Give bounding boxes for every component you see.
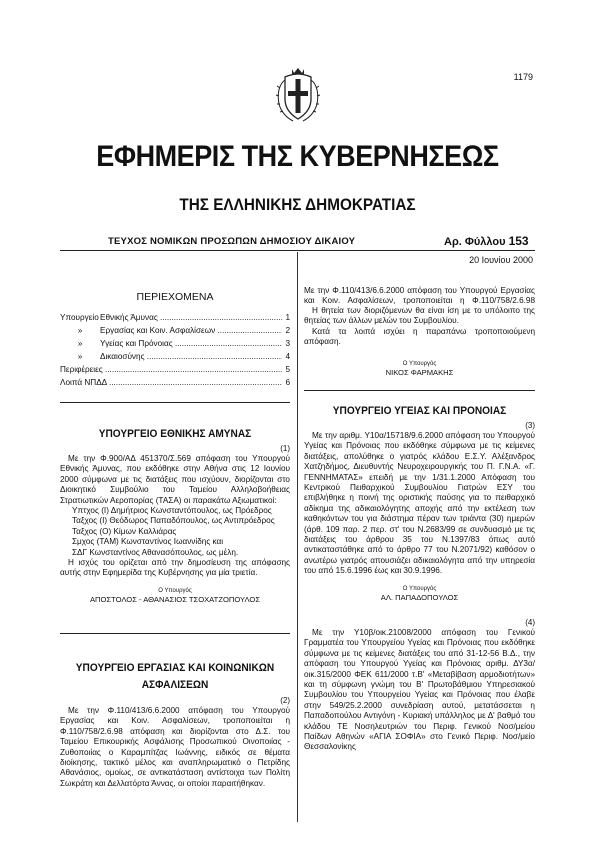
decision-number: (4) <box>525 618 535 627</box>
toc-entry: Λοιπά ΝΠΔΔ ..... <box>60 376 282 389</box>
section-labour <box>60 662 290 810</box>
signature-name: ΑΠΟΣΤΟΛΟΣ - ΑΘΑΝΑΣΙΟΣ ΤΣΟΧΑΤΖΟΠΟΥΛΟΣ <box>89 594 261 604</box>
section-rule <box>304 390 535 391</box>
paragraph: ΣΔΓ Κωνσταντίνος Αθανασόπουλος, ως μέλη. <box>72 547 239 557</box>
gazette-title: ΕΦΗΜΕΡΙΣ ΤΗΣ ΚΥΒΕΡΝΗΣΕΩΣ <box>96 140 499 173</box>
decision-number: (1) <box>280 444 290 453</box>
paragraph: Με την Φ.110/413/6.6.2000 απόφαση του Υπουργού Εργασίας και Κοιν. Ασφαλίσεων, τροποποιείται η Φ.110/758/2.6.98 απόφαση και διορίζονται στο Δ.Σ. του Ταμείου Επικουρικής Ασφάλισης Προσωπικού Οινοποιίας - Ζυθοποιίας ο Καραμπίτζας Ιωάννης, ειδικός σε θέματα διοίκησης, τακτικό μέλος και αναπληρωματικό ο Πετρίδης Αθανάσιος, ομοίως, σε αντικατάσταση αντίστοιχα των Πολίτη Σωκράτη και Δελλατόρτα Άννας, οι οποίοι παραιτήθηκαν. <box>60 706 290 788</box>
signature-role: Ο Υπουργός <box>402 360 437 367</box>
signature-name: ΑΛ. ΠΑΠΑΔΟΠΟΥΛΟΣ <box>380 592 459 602</box>
paragraph: Με την αριθμ. Υ10α/15718/9.6.2000 απόφαση του Υπουργού Υγείας και Πρόνοιας που εκδόθηκε σύμφωνα με τις κείμενες διατάξεις, απολύθηκε ο γιατρός κλάδου Ε.Σ.Υ. Αλέξανδρος Χατζηδήμος, Διευθυντής Νευροχειρουργικής του Π. Γ.Ν.Α. «Γ. ΓΕΝΝΗΜΑΤΑΣ» επειδή με την 1/31.1.2000 Απόφαση του Κεντρικού Πειθαρχικού Συμβουλίου Γιατρών ΕΣΥ του επιβλήθηκε η ποινή της οριστικής παύσης για το πειθαρχικό αδίκημα της αδικαιολόγητης αποχής από την εκτέλεση των καθηκόντων του για διάστημα πέραν των τριάντα (30) ημερών (άρθ. 109 παρ. 2 περ. στ' του Ν.2683/99 σε συνδυασμό με τις διατάξεις του άρθρου 35 του Ν.1397/83 όπως αυτό αντικαταστάθηκε από το άρθρο 77 του Ν.2071/92) καθόσον ο ανωτέρω γιατρός απουσιάζει αδικαιολόγητα από την υπηρεσία του από 15.6.1996 έως και 30.9.1996. <box>304 431 535 576</box>
decision-number: (2) <box>280 696 290 705</box>
paragraph: Ταξχος (Ι) Θεόδωρος Παπαδόπουλος, ως Αντιπρόεδρος <box>72 516 275 526</box>
toc-prefix: » <box>77 352 83 361</box>
signature-name: ΝΙΚΟΣ ΦΑΡΜΑΚΗΣ <box>385 367 454 377</box>
section-labour-continued <box>304 286 535 378</box>
toc-prefix: Υπουργείο <box>60 313 99 322</box>
toc-page: 5 <box>285 365 290 374</box>
toc-row[interactable] <box>60 311 290 324</box>
section-heading: ΥΠΟΥΡΓΕΙΟ ΥΓΕΙΑΣ ΚΑΙ ΠΡΟΝΟΙΑΣ <box>332 405 507 417</box>
paragraph: Κατά τα λοιπά ισχύει η παραπάνω τροποποιούμενη απόφαση. <box>304 326 535 347</box>
paragraph-continued: Με την Φ.110/413/6.6.2000 απόφαση του Υπουργού Εργασίας και Κοιν. Ασφαλίσεων, τροποποιείται η Φ.110/758/2.6.98 <box>304 286 535 306</box>
signature-role: Ο Υπουργός <box>158 587 192 594</box>
issue-date: 20 Ιουνίου 2000 <box>469 255 533 265</box>
toc-page: 2 <box>285 326 290 335</box>
paragraph: Με την Φ.900/ΑΔ 451370/Σ.569 απόφαση του Υπουργού Εθνικής Άμυνας, που εκδόθηκε στην Αθήνα στις 12 Ιουνίου 2000 σύμφωνα με τις διατάξεις που ισχύουν, διορίζονται στο Διοικητικό Συμβούλιο του Ταμείου Αλληλοβοήθειας Στρατιωτικών Αεροπορίας (ΤΑΣΑ) οι παρακάτω Αξιωματικοί: <box>60 454 290 505</box>
sheet-label-text: Αρ. Φύλλου <box>444 236 506 248</box>
toc-entry: Περιφέρειες ..... <box>60 363 282 376</box>
toc-prefix: » <box>77 326 83 335</box>
paragraph: Η ισχύς του ορίζεται από την δημοσίευση της απόφασης αυτής στην Εφημερίδα της Κυβέρνησης για μία τριετία. <box>60 558 290 578</box>
toc-entry: Εθνικής Άμυνας ..... <box>100 311 282 324</box>
toc-entry: Εργασίας και Κοιν. Ασφαλίσεων ..... <box>100 324 282 337</box>
section-heading-cont: ΑΣΦΑΛΙΣΕΩΝ <box>141 679 209 691</box>
section-defence <box>60 428 290 605</box>
section-rule <box>60 402 290 403</box>
toc-page: 6 <box>285 378 290 387</box>
sheet-number-label <box>444 234 529 248</box>
table-of-contents <box>60 311 290 389</box>
column-divider <box>297 252 298 822</box>
paragraph: Ταξχος (Ο) Κίμων Καλλιάρας <box>72 526 177 536</box>
toc-row[interactable] <box>60 363 290 376</box>
toc-page: 3 <box>285 339 290 348</box>
paragraph: Υπτχος (Ι) Δημήτριος Κωνσταντόπουλος, ως Πρόεδρος <box>72 506 272 516</box>
section-rule <box>60 633 290 634</box>
toc-page: 1 <box>285 313 290 322</box>
signature-role: Ο Υπουργός <box>402 585 437 592</box>
issue-line: ΤΕΥΧΟΣ ΝΟΜΙΚΩΝ ΠΡΟΣΩΠΩΝ ΔΗΜΟΣΙΟΥ ΔΙΚΑΙΟΥ <box>108 236 356 247</box>
section-health-2 <box>304 618 535 804</box>
decision-number: (3) <box>525 421 535 430</box>
section-heading: ΥΠΟΥΡΓΕΙΟ ΕΡΓΑΣΙΑΣ ΚΑΙ ΚΟΙΝΩΝΙΚΩΝ <box>75 662 275 674</box>
toc-heading: ΠΕΡΙΕΧΟΜΕΝΑ <box>136 291 214 303</box>
toc-row[interactable] <box>60 376 290 389</box>
paragraph: Με την Υ10β/οικ.21008/2000 απόφαση του Γενικού Γραμματέα του Υπουργείου Υγείας και Πρόνοιας που εκδόθηκε σύμφωνα με τις κείμενες διατάξεις του από 31-12-56 Β.Δ., την απόφαση του Υπουργού Υγείας και Πρόνοιας αριθμ. ΔΥ3α/οικ.315/2000 ΦΕΚ 611/2000 τ.Β' «Μεταβίβαση αρμοδιοτήτων» και τη σύμφωνη γνώμη του Β' Πρωτοβάθμιου Υπηρεσιακού Συμβουλίου του Υπουργείου Υγείας και Πρόνοιας που έλαβε στην 549/25.2.2000 συνεδρίαση αυτού, μετατάσσεται η Παπαδοπούλου Αντιγόνη - Κυριακή υπάλληλος με Δ' βαθμό του κλάδου ΤΕ Νοσηλευτριών του Περιφ. Γενικού Νοσ/μείου Παίδων Αθηνών «ΑΓΙΑ ΣΟΦΙΑ» στο Γενικό Περιφ. Νοσ/μείο Θεσσαλονίκης <box>304 628 535 752</box>
header-rule <box>60 250 535 251</box>
toc-page: 4 <box>285 352 290 361</box>
section-heading: ΥΠΟΥΡΓΕΙΟ ΕΘΝΙΚΗΣ ΑΜΥΝΑΣ <box>98 428 252 440</box>
toc-row[interactable] <box>60 324 290 337</box>
toc-row[interactable] <box>60 350 290 363</box>
page-number: 1179 <box>513 72 533 82</box>
toc-entry: Δικαιοσύνης ..... <box>100 350 282 363</box>
paragraph: Σμχος (ΤΑΜ) Κωνσταντίνος Ιωαννίδης και <box>72 537 224 547</box>
toc-prefix: » <box>77 339 83 348</box>
gazette-subtitle: ΤΗΣ ΕΛΛΗΝΙΚΗΣ ΔΗΜΟΚΡΑΤΙΑΣ <box>179 195 416 214</box>
greek-coat-of-arms-icon <box>273 66 323 124</box>
sheet-number: 153 <box>508 234 529 248</box>
section-health <box>304 405 535 603</box>
paragraph: Η θητεία των διοριζόμενων θα είναι ίση με το υπόλοιπο της θητείας των άλλων μελών του Συμβουλίου. <box>304 306 535 326</box>
toc-row[interactable] <box>60 337 290 350</box>
toc-entry: Υγείας και Πρόνοιας ..... <box>100 337 282 350</box>
